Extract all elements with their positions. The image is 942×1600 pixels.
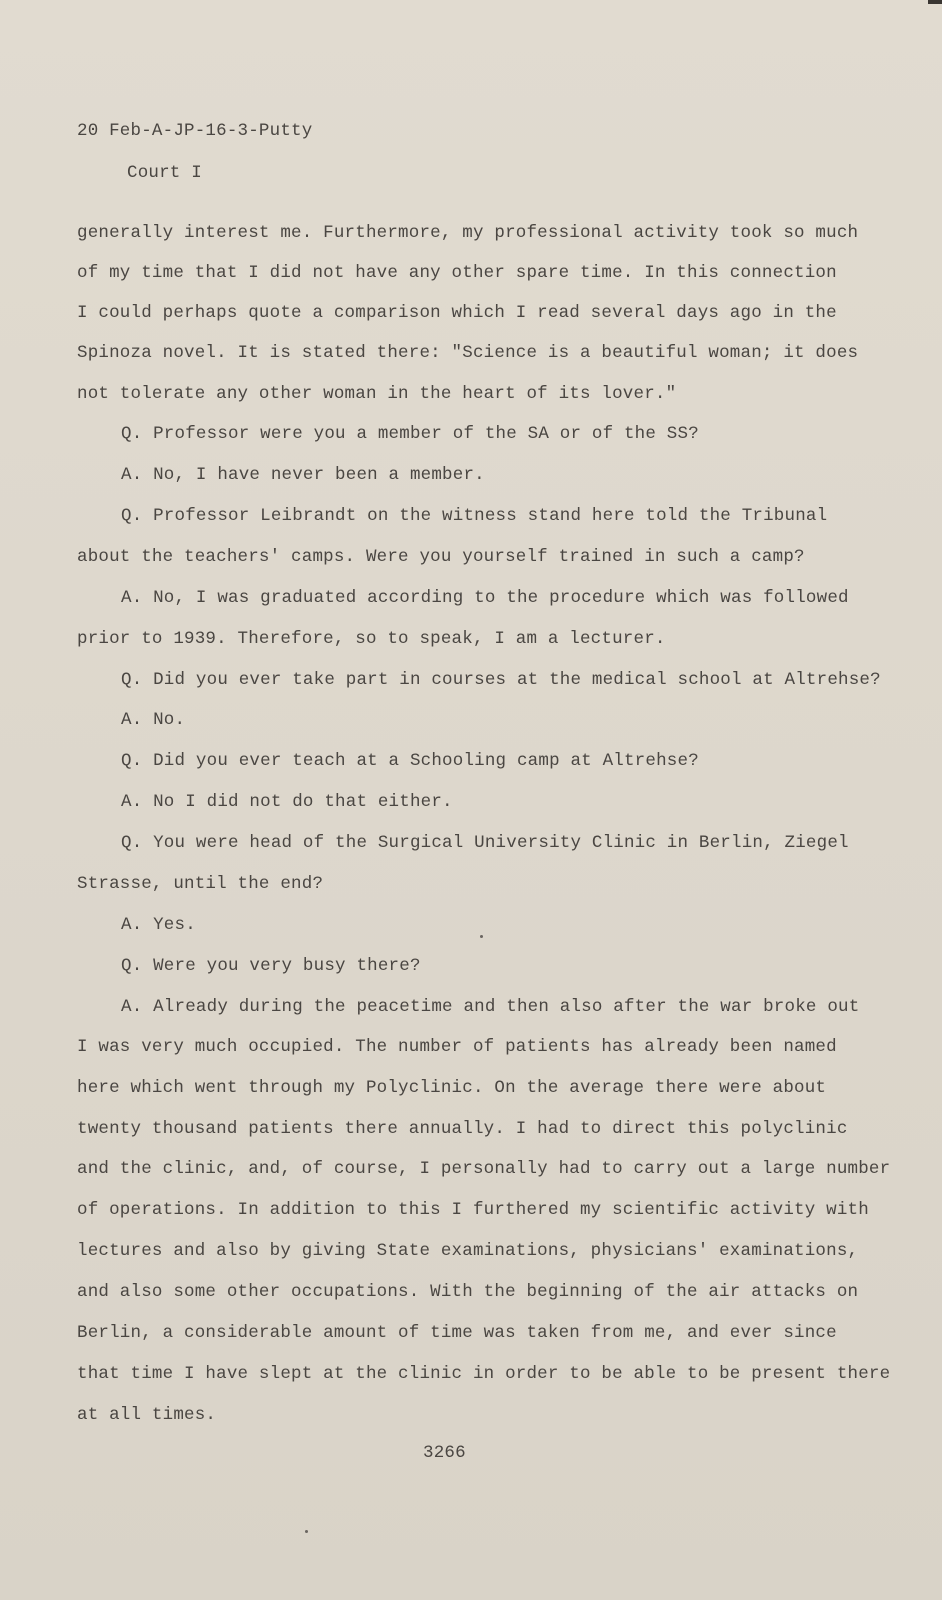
body-line: Berlin, a considerable amount of time was taken from me, and ever since xyxy=(77,1323,837,1343)
question-line: Q. You were head of the Surgical University Clinic in Berlin, Ziegel xyxy=(121,833,849,853)
document-id: 20 Feb-A-JP-16-3-Putty xyxy=(77,121,313,141)
paper-speck xyxy=(305,1530,308,1533)
corner-mark xyxy=(928,0,942,4)
body-line: at all times. xyxy=(77,1405,217,1425)
body-line: and also some other occupations. With the beginning of the air attacks on xyxy=(77,1282,859,1302)
body-line: not tolerate any other woman in the heart of its lover." xyxy=(77,384,677,404)
body-line: and the clinic, and, of course, I personally had to carry out a large number xyxy=(77,1159,891,1179)
answer-line: A. No I did not do that either. xyxy=(121,792,453,812)
question-line: Q. Professor were you a member of the SA or of the SS? xyxy=(121,424,699,444)
body-line: twenty thousand patients there annually. I had to direct this polyclinic xyxy=(77,1119,848,1139)
body-line: of operations. In addition to this I furthered my scientific activity with xyxy=(77,1200,869,1220)
answer-line: A. No, I was graduated according to the procedure which was followed xyxy=(121,588,849,608)
body-line: I could perhaps quote a comparison which I read several days ago in the xyxy=(77,303,837,323)
question-line: Q. Did you ever teach at a Schooling camp at Altrehse? xyxy=(121,751,699,771)
body-line: Strasse, until the end? xyxy=(77,874,324,894)
paper-speck xyxy=(480,935,483,938)
body-line: prior to 1939. Therefore, so to speak, I am a lecturer. xyxy=(77,629,666,649)
question-line: Q. Were you very busy there? xyxy=(121,956,421,976)
question-line: Q. Professor Leibrandt on the witness stand here told the Tribunal xyxy=(121,506,828,526)
question-line: Q. Did you ever take part in courses at the medical school at Altrehse? xyxy=(121,670,881,690)
body-line: here which went through my Polyclinic. On the average there were about xyxy=(77,1078,827,1098)
answer-line: A. No. xyxy=(121,710,186,730)
answer-line: A. Already during the peacetime and then also after the war broke out xyxy=(121,997,860,1017)
body-line: lectures and also by giving State examinations, physicians' examinations, xyxy=(77,1241,859,1261)
body-line: that time I have slept at the clinic in order to be able to be present there xyxy=(77,1364,891,1384)
court-label: Court I xyxy=(127,163,202,183)
answer-line: A. No, I have never been a member. xyxy=(121,465,485,485)
body-line: of my time that I did not have any other spare time. In this connection xyxy=(77,263,837,283)
body-line: generally interest me. Furthermore, my professional activity took so much xyxy=(77,223,859,243)
body-line: Spinoza novel. It is stated there: "Science is a beautiful woman; it does xyxy=(77,343,859,363)
body-line: about the teachers' camps. Were you yourself trained in such a camp? xyxy=(77,547,805,567)
answer-line: A. Yes. xyxy=(121,915,196,935)
body-line: I was very much occupied. The number of patients has already been named xyxy=(77,1037,837,1057)
page-number: 3266 xyxy=(423,1443,466,1463)
